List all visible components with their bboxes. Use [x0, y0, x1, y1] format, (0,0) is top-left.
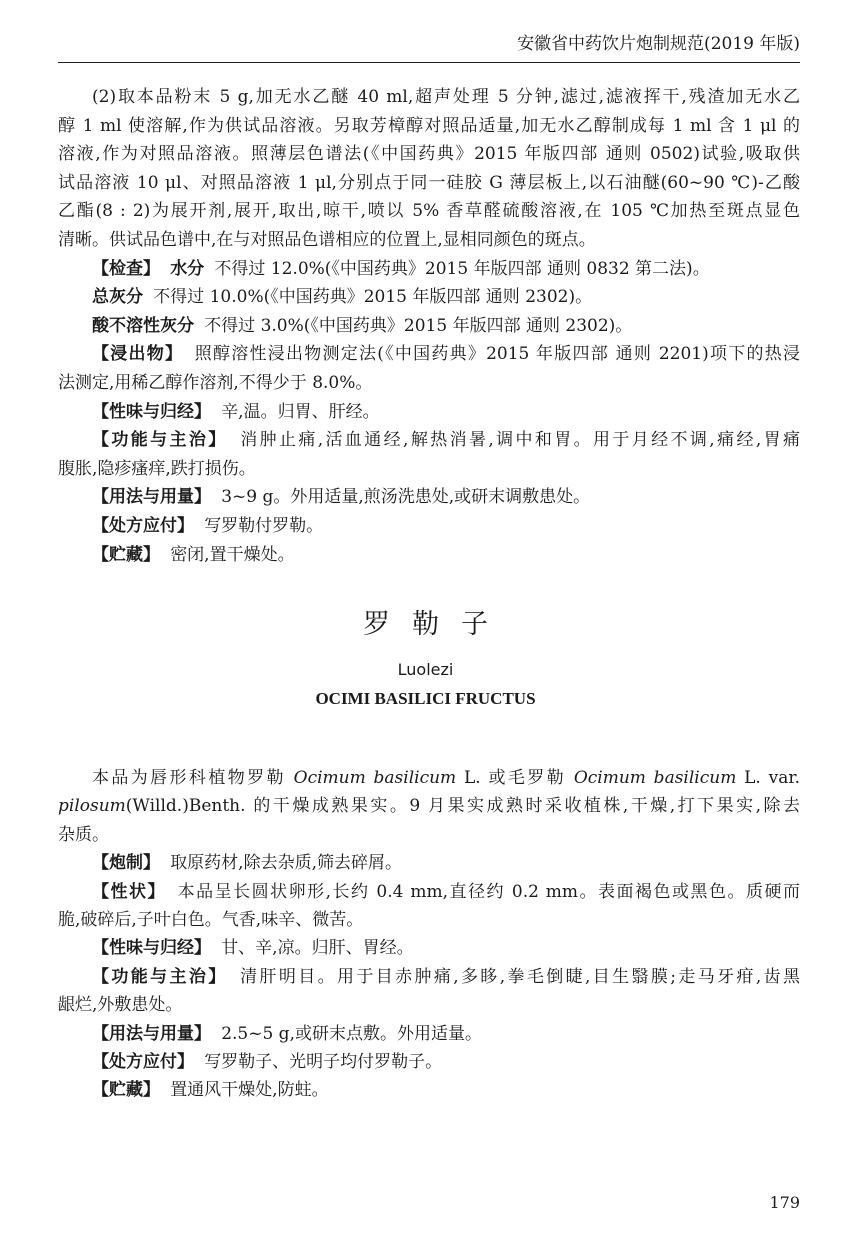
processing — [58, 849, 800, 877]
flavor-text: 辛,温。归胃、肝经。 — [221, 401, 380, 422]
prescription-2 — [58, 1048, 800, 1076]
tlc-line-1: (2)取本品粉末 5 g,加无水乙醚 40 ml,超声处理 5 分钟,滤过,滤液挥干,残渣加无水乙 — [92, 87, 800, 107]
dosage-text-2: 2.5~5 g,或研末点敷。外用适量。 — [221, 1023, 482, 1044]
storage-text-2: 置通风干燥处,防蛀。 — [170, 1080, 329, 1101]
flavor-text-2: 甘、辛,凉。归肝、胃经。 — [221, 938, 414, 959]
intro-text-b: L. 或毛罗勒 — [463, 768, 567, 788]
function-line-2: 腹胀,隐疹瘙痒,跌打损伤。 — [58, 458, 256, 479]
species-name-2: Ocimum basilicum — [573, 768, 737, 788]
check-ash — [58, 283, 800, 312]
function-heading: 【功能与主治】 — [92, 430, 228, 451]
flavor-meridian-2 — [58, 934, 800, 962]
character-line-2: 脆,破碎后,子叶白色。气香,味辛、微苦。 — [58, 910, 364, 931]
prescription-heading-2: 【处方应付】 — [92, 1052, 194, 1073]
extract-line-2: 法测定,用稀乙醇作溶剂,不得少于 8.0%。 — [58, 372, 373, 393]
check-heading: 【检查】 — [92, 258, 160, 279]
tlc-line-5: 乙酯(8 : 2)为展开剂,展开,取出,晾干,喷以 5% 香草醛硫酸溶液,在 105 ℃加热至斑点显色 — [58, 201, 800, 222]
entry-title: 罗勒子 — [363, 609, 510, 640]
storage — [58, 541, 800, 570]
acid-ash-label: 酸不溶性灰分 — [92, 315, 194, 336]
character-text-1: 本品呈长圆状卵形,长约 0.4 mm,直径约 0.2 mm。表面褐色或黑色。质硬而 — [176, 881, 800, 902]
prescription-text: 写罗勒付罗勒。 — [204, 515, 324, 536]
entry-latin-name: OCIMI BASILICI FRUCTUS — [315, 689, 536, 708]
function-line-1-2 — [58, 963, 800, 991]
storage-heading-2: 【贮藏】 — [92, 1080, 160, 1101]
storage-text: 密闭,置干燥处。 — [170, 544, 295, 565]
storage-2 — [58, 1076, 800, 1104]
header-rule — [58, 62, 800, 63]
prescription — [58, 512, 800, 541]
intro-text-c: L. var. — [744, 768, 801, 788]
function-line-1 — [58, 426, 800, 455]
extract-heading: 【浸出物】 — [92, 344, 184, 365]
entry-pinyin: Luolezi — [397, 660, 454, 679]
flavor-heading: 【性味与归经】 — [92, 401, 211, 422]
page-number: 179 — [769, 1193, 800, 1212]
check-water — [58, 255, 800, 284]
function-line-2-2: 龈烂,外敷患处。 — [58, 995, 183, 1016]
section-1 — [58, 83, 800, 569]
character-line-1 — [58, 878, 800, 906]
function-text-1-2: 清肝明目。用于目赤肿痛,多眵,拳毛倒睫,目生翳膜;走马牙疳,齿黑 — [237, 966, 801, 987]
ash-text: 不得过 10.0%(《中国药典》2015 年版四部 通则 2302)。 — [153, 287, 593, 308]
variety-name: pilosum — [58, 796, 126, 817]
flavor-meridian — [58, 398, 800, 427]
dosage-2 — [58, 1020, 800, 1048]
intro-text-a: 本品为唇形科植物罗勒 — [92, 768, 286, 788]
tlc-line-4: 试品溶液 10 μl、对照品溶液 1 μl,分别点于同一硅胶 G 薄层板上,以石油醚(60~90 ℃)-乙酸 — [58, 172, 800, 193]
species-name-1: Ocimum basilicum — [293, 768, 457, 788]
dosage-text: 3~9 g。外用适量,煎汤洗患处,或研末调敷患处。 — [221, 487, 591, 508]
tlc-line-3: 溶液,作为对照品溶液。照薄层色谱法(《中国药典》2015 年版四部 通则 0502)试验,吸取供 — [58, 144, 800, 165]
acid-ash-text: 不得过 3.0%(《中国药典》2015 年版四部 通则 2302)。 — [204, 315, 633, 336]
dosage — [58, 483, 800, 512]
water-label: 水分 — [170, 258, 205, 279]
processing-text: 取原药材,除去杂质,筛去碎屑。 — [170, 853, 402, 874]
intro-line-3: 杂质。 — [58, 824, 109, 845]
extract-line-1 — [58, 340, 800, 369]
water-text: 不得过 12.0%(《中国药典》2015 年版四部 通则 0832 第二法)。 — [214, 258, 710, 279]
prescription-text-2: 写罗勒子、光明子均付罗勒子。 — [204, 1052, 443, 1073]
function-text-1: 消肿止痛,活血通经,解热消暑,调中和胃。用于月经不调,痛经,胃痛 — [237, 430, 800, 451]
extract-text-1: 照醇溶性浸出物测定法(《中国药典》2015 年版四部 通则 2201)项下的热浸 — [193, 344, 800, 365]
check-acid-ash — [58, 312, 800, 341]
processing-heading: 【炮制】 — [92, 853, 160, 874]
prescription-heading: 【处方应付】 — [92, 515, 194, 536]
flavor-heading-2: 【性味与归经】 — [92, 938, 211, 959]
function-heading-2: 【功能与主治】 — [92, 966, 228, 987]
intro-line-2 — [58, 792, 800, 820]
storage-heading: 【贮藏】 — [92, 544, 160, 565]
ash-label: 总灰分 — [92, 287, 143, 308]
dosage-heading-2: 【用法与用量】 — [92, 1023, 211, 1044]
running-header: 安徽省中药饮片炮制规范(2019 年版) — [517, 34, 800, 54]
tlc-line-6: 清晰。供试品色谱中,在与对照品色谱相应的位置上,显相同颜色的斑点。 — [58, 229, 596, 250]
tlc-line-2: 醇 1 ml 使溶解,作为供试品溶液。另取芳樟醇对照品适量,加无水乙醇制成每 1 ml 含 1 μl 的 — [58, 115, 800, 136]
intro-line-1 — [58, 764, 800, 792]
dosage-heading: 【用法与用量】 — [92, 487, 211, 508]
character-heading: 【性状】 — [92, 881, 166, 902]
section-2 — [58, 764, 800, 1105]
intro-text-d: (Willd.)Benth. 的干燥成熟果实。9 月果实成熟时采收植株,干燥,打下果实,除去 — [125, 796, 800, 817]
